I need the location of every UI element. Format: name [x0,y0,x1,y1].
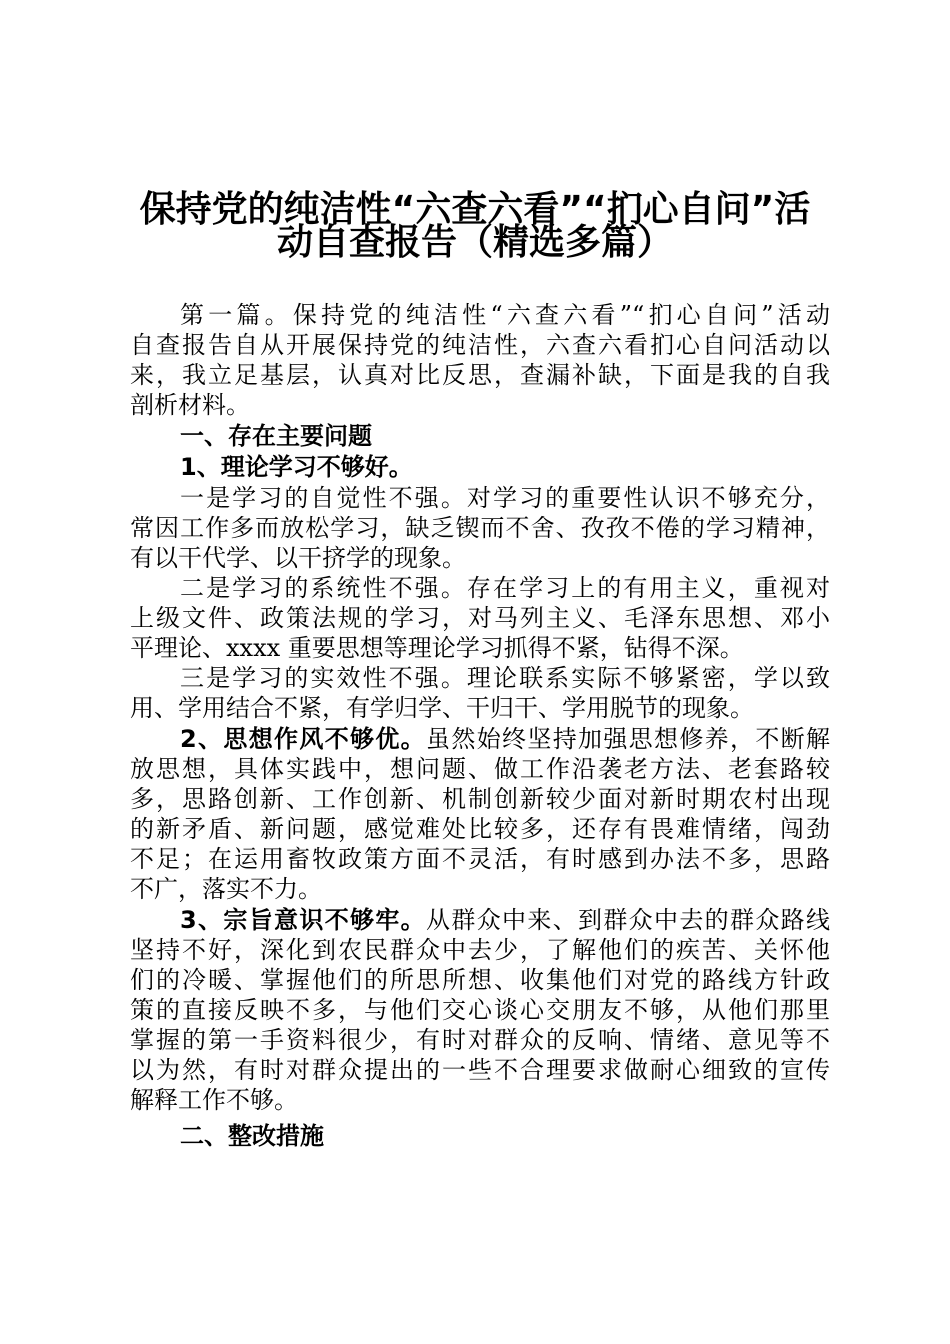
paragraph-line: 掌握的第一手资料很少，有时对群众的反响、情绪、意见等不 [130,1026,830,1054]
paragraph-line [180,724,830,754]
paragraph-line: 常因工作多而放松学习，缺乏锲而不舍、孜孜不倦的学习精神， [130,514,830,542]
paragraph-line: 一是学习的自觉性不强。对学习的重要性认识不够充分， [180,484,830,512]
intro-line: 来，我立足基层，认真对比反思，查漏补缺，下面是我的自我 [130,361,830,389]
paragraph-line: 上级文件、政策法规的学习，对马列主义、毛泽东思想、邓小 [130,604,830,632]
paragraph-line: 不广，落实不力。 [130,875,322,903]
paragraph-line: 放思想，具体实践中，想问题、做工作沿袭老方法、老套路较 [130,755,830,783]
document-title-line-2: 动自查报告（精选多篇） [276,222,673,263]
intro-line: 自查报告自从开展保持党的纯洁性，六查六看扪心自问活动以 [130,331,830,359]
subheading-purpose-awareness: 3、宗旨意识不够牢。 [180,906,427,934]
paragraph-line: 平理论、xxxx 重要思想等理论学习抓得不紧，钻得不深。 [130,634,744,662]
paragraph-line: 不足；在运用畜牧政策方面不灵活，有时感到办法不多，思路 [130,845,830,873]
subheading-theory-study: 1、理论学习不够好。 [180,453,413,481]
paragraph-line: 用、学用结合不紧，有学归学、干归干、学用脱节的现象。 [130,694,754,722]
paragraph-line: 以为然，有时对群众提出的一些不合理要求做耐心细致的宣传 [130,1056,830,1084]
paragraph-line: 有以干代学、以干挤学的现象。 [130,544,466,572]
paragraph-line: 二是学习的系统性不强。存在学习上的有用主义，重视对 [180,574,830,602]
paragraph-line: 解释工作不够。 [130,1086,298,1114]
paragraph-line: 坚持不好，深化到农民群众中去少，了解他们的疾苦、关怀他 [130,936,830,964]
intro-line: 第一篇。保持党的纯洁性“六查六看”“扪心自问”活动 [180,301,830,329]
paragraph-line [180,905,830,935]
document-title-line-1: 保持党的纯洁性“六查六看”“扪心自问”活 [139,189,811,230]
paragraph-line: 们的冷暖、掌握他们的所思所想、收集他们对党的路线方针政 [130,966,830,994]
paragraph-text: 从群众中来、到群众中去的群众路线 [426,906,831,934]
paragraph-line: 多，思路创新、工作创新、机制创新较少面对新时期农村出现 [130,785,830,813]
paragraph-line: 三是学习的实效性不强。理论联系实际不够紧密，学以致 [180,664,830,692]
intro-line: 剖析材料。 [130,391,250,419]
paragraph-line: 策的直接反映不多，与他们交心谈心交朋友不够，从他们那里 [130,996,830,1024]
section-heading-measures: 二、整改措施 [180,1122,324,1150]
subheading-thinking-style: 2、思想作风不够优。 [180,725,427,753]
section-heading-problems: 一、存在主要问题 [180,422,372,450]
paragraph-line: 的新矛盾、新问题，感觉难处比较多，还存有畏难情绪，闯劲 [130,815,830,843]
paragraph-text: 虽然始终坚持加强思想修养，不断解 [426,725,831,753]
